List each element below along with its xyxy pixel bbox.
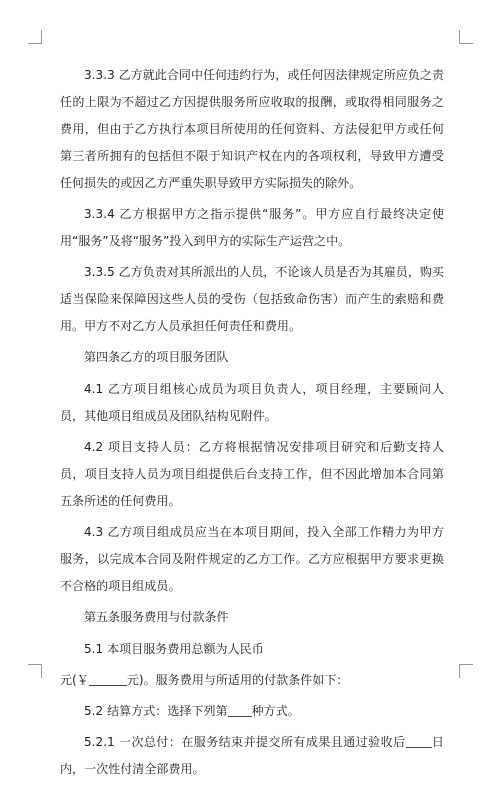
clause-5-1-line1: 5.1 本项目服务费用总额为人民币	[84, 642, 264, 656]
crop-mark-bottom-right	[459, 664, 473, 678]
article-5-heading: 第五条服务费用与付款条件	[84, 610, 229, 624]
clause-4-2: 4.2 项目支持人员：乙方将根据情况安排项目研究和后勤支持人员，项目支持人员为项目组提供后台支持工作，但不因此增加本合同第五条所述的任何费用。	[60, 440, 444, 508]
clause-5-2-suffix: 种方式。	[251, 704, 300, 718]
clause-5-1	[60, 636, 444, 663]
clause-5-1-amount-prefix: 元(￥	[60, 673, 89, 687]
clause-4-3: 4.3 乙方项目组成员应当在本项目期间，投入全部工作精力为甲方服务，以完成本合同及附件规定的乙方工作。乙方应根据甲方要求更换不合格的项目组成员。	[60, 525, 444, 593]
amount-blank	[89, 671, 127, 686]
crop-mark-top-left	[28, 30, 42, 44]
document-body	[60, 62, 444, 787]
clause-5-2-1-suffix: 日内，一次性付清全部费用。	[60, 735, 444, 776]
clause-4-1: 4.1 乙方项目组核心成员为项目负责人，项目经理，主要顾问人员，其他项目组成员及团队结构见附件。	[60, 382, 444, 423]
crop-mark-top-right	[459, 30, 473, 44]
clause-5-1-amount	[60, 667, 444, 694]
crop-mark-bottom-left	[28, 664, 42, 678]
option-number-blank	[228, 702, 252, 717]
clause-3-3-5: 3.3.5 乙方负责对其所派出的人员，不论该人员是否为其雇员，购买适当保险来保障因这些人员的受伤（包括致命伤害）而产生的索赔和费用。甲方不对乙方人员承担任何责任和费用。	[60, 265, 444, 333]
clause-5-2-prefix: 5.2 结算方式：选择下列第	[84, 704, 228, 718]
article-4-heading: 第四条乙方的项目服务团队	[84, 350, 229, 364]
clause-5-2-1-prefix: 5.2.1 一次总付：在服务结束并提交所有成果且通过验收后	[84, 735, 406, 749]
clause-3-3-4: 3.3.4 乙方根据甲方之指示提供“服务”。甲方应自行最终决定使用“服务”及将“服务”投入到甲方的实际生产运营之中。	[60, 207, 444, 248]
clause-5-2-1	[60, 729, 444, 783]
days-blank	[406, 733, 432, 748]
clause-5-1-amount-suffix: 元)。服务费用与所适用的付款条件如下：	[126, 673, 349, 687]
clause-3-3-3: 3.3.3 乙方就此合同中任何违约行为，或任何因法律规定所应负之责任的上限为不超过乙方因提供服务所应收取的报酬，或取得相同服务之费用，但由于乙方执行本项目所使用的任何资料、方法侵犯甲方或任何第三者所拥有的包括但不限于知识产权在内的各项权利，导致甲方遭受任何损失的或因乙方严重失职导致甲方实际损失的除外。	[60, 68, 444, 190]
clause-5-2	[60, 698, 444, 725]
